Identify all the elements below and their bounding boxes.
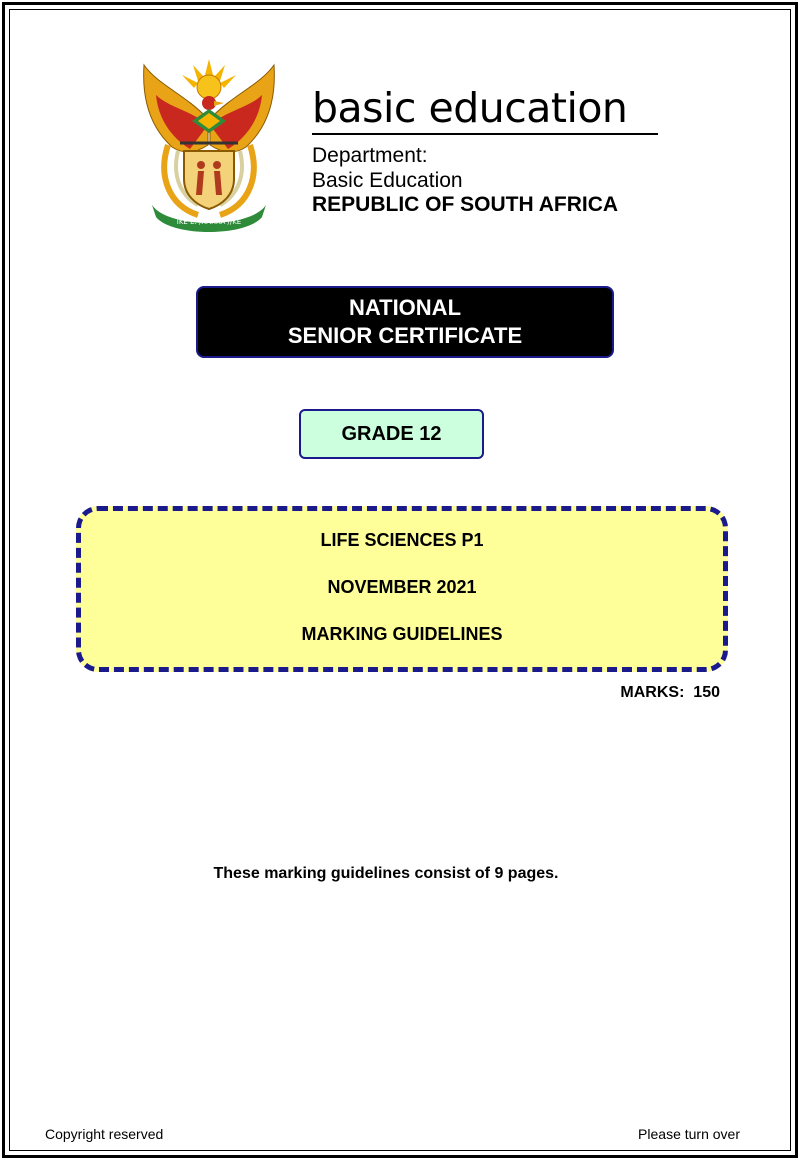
svg-text:IKE E: /XARRA //KE: IKE E: /XARRA //KE (176, 218, 242, 226)
country-name: REPUBLIC OF SOUTH AFRICA (312, 193, 619, 216)
subject-title: LIFE SCIENCES P1 (320, 530, 484, 550)
document-type: MARKING GUIDELINES (301, 624, 503, 644)
department-line2: Basic Education (312, 169, 463, 192)
page-count-note: These marking guidelines consist of 9 pages. (213, 865, 559, 882)
brand-underline (312, 133, 658, 135)
footer-copyright: Copyright reserved (45, 1126, 164, 1142)
certificate-banner (196, 286, 614, 358)
brand (312, 85, 627, 131)
exam-session: NOVEMBER 2021 (327, 577, 477, 597)
certificate-line2: SENIOR CERTIFICATE (287, 323, 523, 348)
department-line1: Department: (312, 144, 428, 167)
total-marks: MARKS: 150 (620, 684, 720, 701)
grade-badge: GRADE 12 (299, 409, 484, 459)
certificate-line1: NATIONAL (348, 295, 462, 320)
footer-turn-over: Please turn over (638, 1126, 740, 1142)
subject-panel (76, 506, 728, 672)
department-block (312, 143, 463, 193)
brand-name: basic education (312, 84, 628, 132)
coat-of-arms-icon (138, 55, 280, 233)
